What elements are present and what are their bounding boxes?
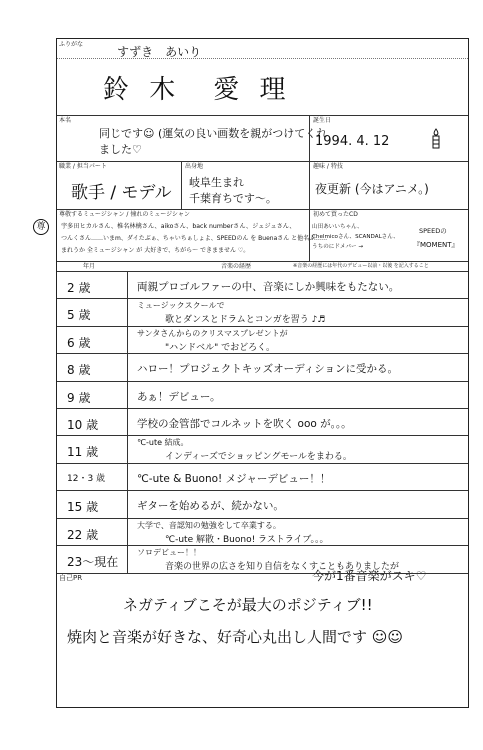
birthday-divider [309,116,310,162]
age-header: 年月 [83,263,96,270]
history-row [57,298,468,325]
first-cd-divider [309,210,310,262]
profile-sheet [56,38,469,708]
history-event-detail: 歌とダンスとドラムとコンガを習う ♪♬ [165,315,326,326]
respect-stamp: 尊 [33,219,49,235]
history-age: 12・3 歳 [67,473,106,484]
first-cd-line-2: Chelmicoさん、SCANDALさん、 [312,234,399,240]
history-event: サンタさんからのクリスマスプレゼントが [137,328,288,338]
closing-note: 今が1番音楽がスキ♡ [312,569,427,583]
history-event: ギターを始めるが、続かない。 [137,500,284,513]
musicians-label: 尊敬するミュージシャン / 憧れのミュージシャン [59,211,190,218]
history-row [57,463,468,490]
position-row [57,161,468,209]
history-age: 8 歳 [67,363,91,378]
history-age: 22 歳 [67,527,99,542]
furigana-label: ふりがな [59,41,84,48]
birthday-value: 1994. 4. 12 [315,134,390,149]
first-cd-title-2: 『MOMENT』 [413,241,459,249]
history-row [57,271,468,298]
history-row [57,326,468,353]
history-row [57,518,468,545]
position-value: 歌手 / モデル [71,183,172,203]
history-event: ℃-ute 結成。 [137,438,189,448]
history-event-detail: "ハンドベル" でおどろく。 [165,342,275,353]
history-age: 9 歳 [67,390,91,405]
self-pr-section [57,573,468,709]
real-name-row [57,115,468,161]
real-name-label: 本名 [59,117,72,124]
self-pr-label: 自己PR [59,574,83,582]
musicians-row [57,209,468,261]
history-row [57,490,468,517]
first-cd-line-1: 山田あいいちゃん、 [312,224,363,230]
events-header: 音楽の経歴 [221,263,252,270]
first-cd-label: 初めて買ったCD [313,211,358,218]
history-row [57,353,468,380]
history-event-detail: インディーズでショッピングモールをまわる。 [165,452,352,463]
history-event: ミュージックスクールで [137,301,225,311]
first-cd-line-3: うちのにドメバー → [312,244,364,250]
history-event: ソロデビュー！！ [137,548,201,557]
position-label: 職業 / 担当パート [59,163,107,170]
history-header [57,261,468,271]
hobby-value: 夜更新 (今はアニメ。) [315,182,429,196]
events-note: ※音楽の経歴には年代のデビュー以前・以後 を記入すること [293,263,429,269]
history-age: 5 歳 [67,308,91,323]
name-value: 鈴 木 愛 理 [103,75,292,105]
history-age: 11 歳 [67,445,99,460]
history-event: 両親プロゴルファーの中、音楽にしか興味をもたない。 [137,281,400,293]
history-age: 2 歳 [67,281,91,295]
self-pr-line-2: 焼肉と音楽が好きな、好奇心丸出し人間です ☺☺ [67,628,404,646]
history-age: 15 歳 [67,500,99,515]
history-event: あぁ！デビュー。 [137,390,221,403]
musicians-line-1: 宇多田ヒカルさん、椎名林檎さん、aikoさん、back numberさん、ジュジュさん、 [61,223,296,230]
history-row [57,435,468,462]
furigana-value: すずき あいり [117,45,202,59]
hometown-label: 出身地 [185,163,204,170]
hobby-label: 趣味 / 特技 [313,163,343,170]
history-event: 大学で、音認知の勉強をして卒業する。 [137,520,281,530]
history-age: 23〜現在 [67,555,119,569]
history-event-detail: ℃-ute 解散・Buono! ラストライブ。。。 [165,534,329,545]
hobby-divider [309,162,310,210]
first-cd-title-1: SPEEDの [419,227,447,235]
hometown-line-1: 岐阜生まれ [189,176,244,189]
history-row [57,381,468,408]
musicians-line-2: つんくさん……いまm、ダイたぶぁ、ちゃいちぁしょよ、SPEEDのん を Buenaさん と他名ぶ…… [61,235,328,242]
musicians-line-3: まれうか 全ミュージシャン が 大好きで、ちがら〜 できまません ♡。 [61,247,250,254]
real-name-value: 同じです☺ (運気の良い画数を親がつけてくれました♡ [99,127,328,156]
self-pr-line-1: ネガティブこそが最大のポジティブ!! [123,596,373,614]
hometown-divider [181,162,182,210]
age-column-divider [127,271,128,573]
history-row [57,408,468,435]
history-event: ℃-ute & Buono! メジャーデビュー！！ [137,472,331,485]
birthday-cake-icon [429,128,443,150]
history-event: ハロー！プロジェクトキッズオーディションに受かる。 [137,363,399,376]
history-age: 10 歳 [67,418,99,432]
birthday-label: 誕生日 [313,117,332,124]
hometown-line-2: 千葉育ちです〜。 [189,192,277,205]
furigana-divider [57,58,468,59]
history-age: 6 歳 [67,335,91,350]
history-event-detail: 音楽の世界の広さを知り自信をなくすこともありましたが [165,562,400,572]
history-event: 学校の金管部でコルネットを吹く ooo が。。。 [137,418,352,430]
